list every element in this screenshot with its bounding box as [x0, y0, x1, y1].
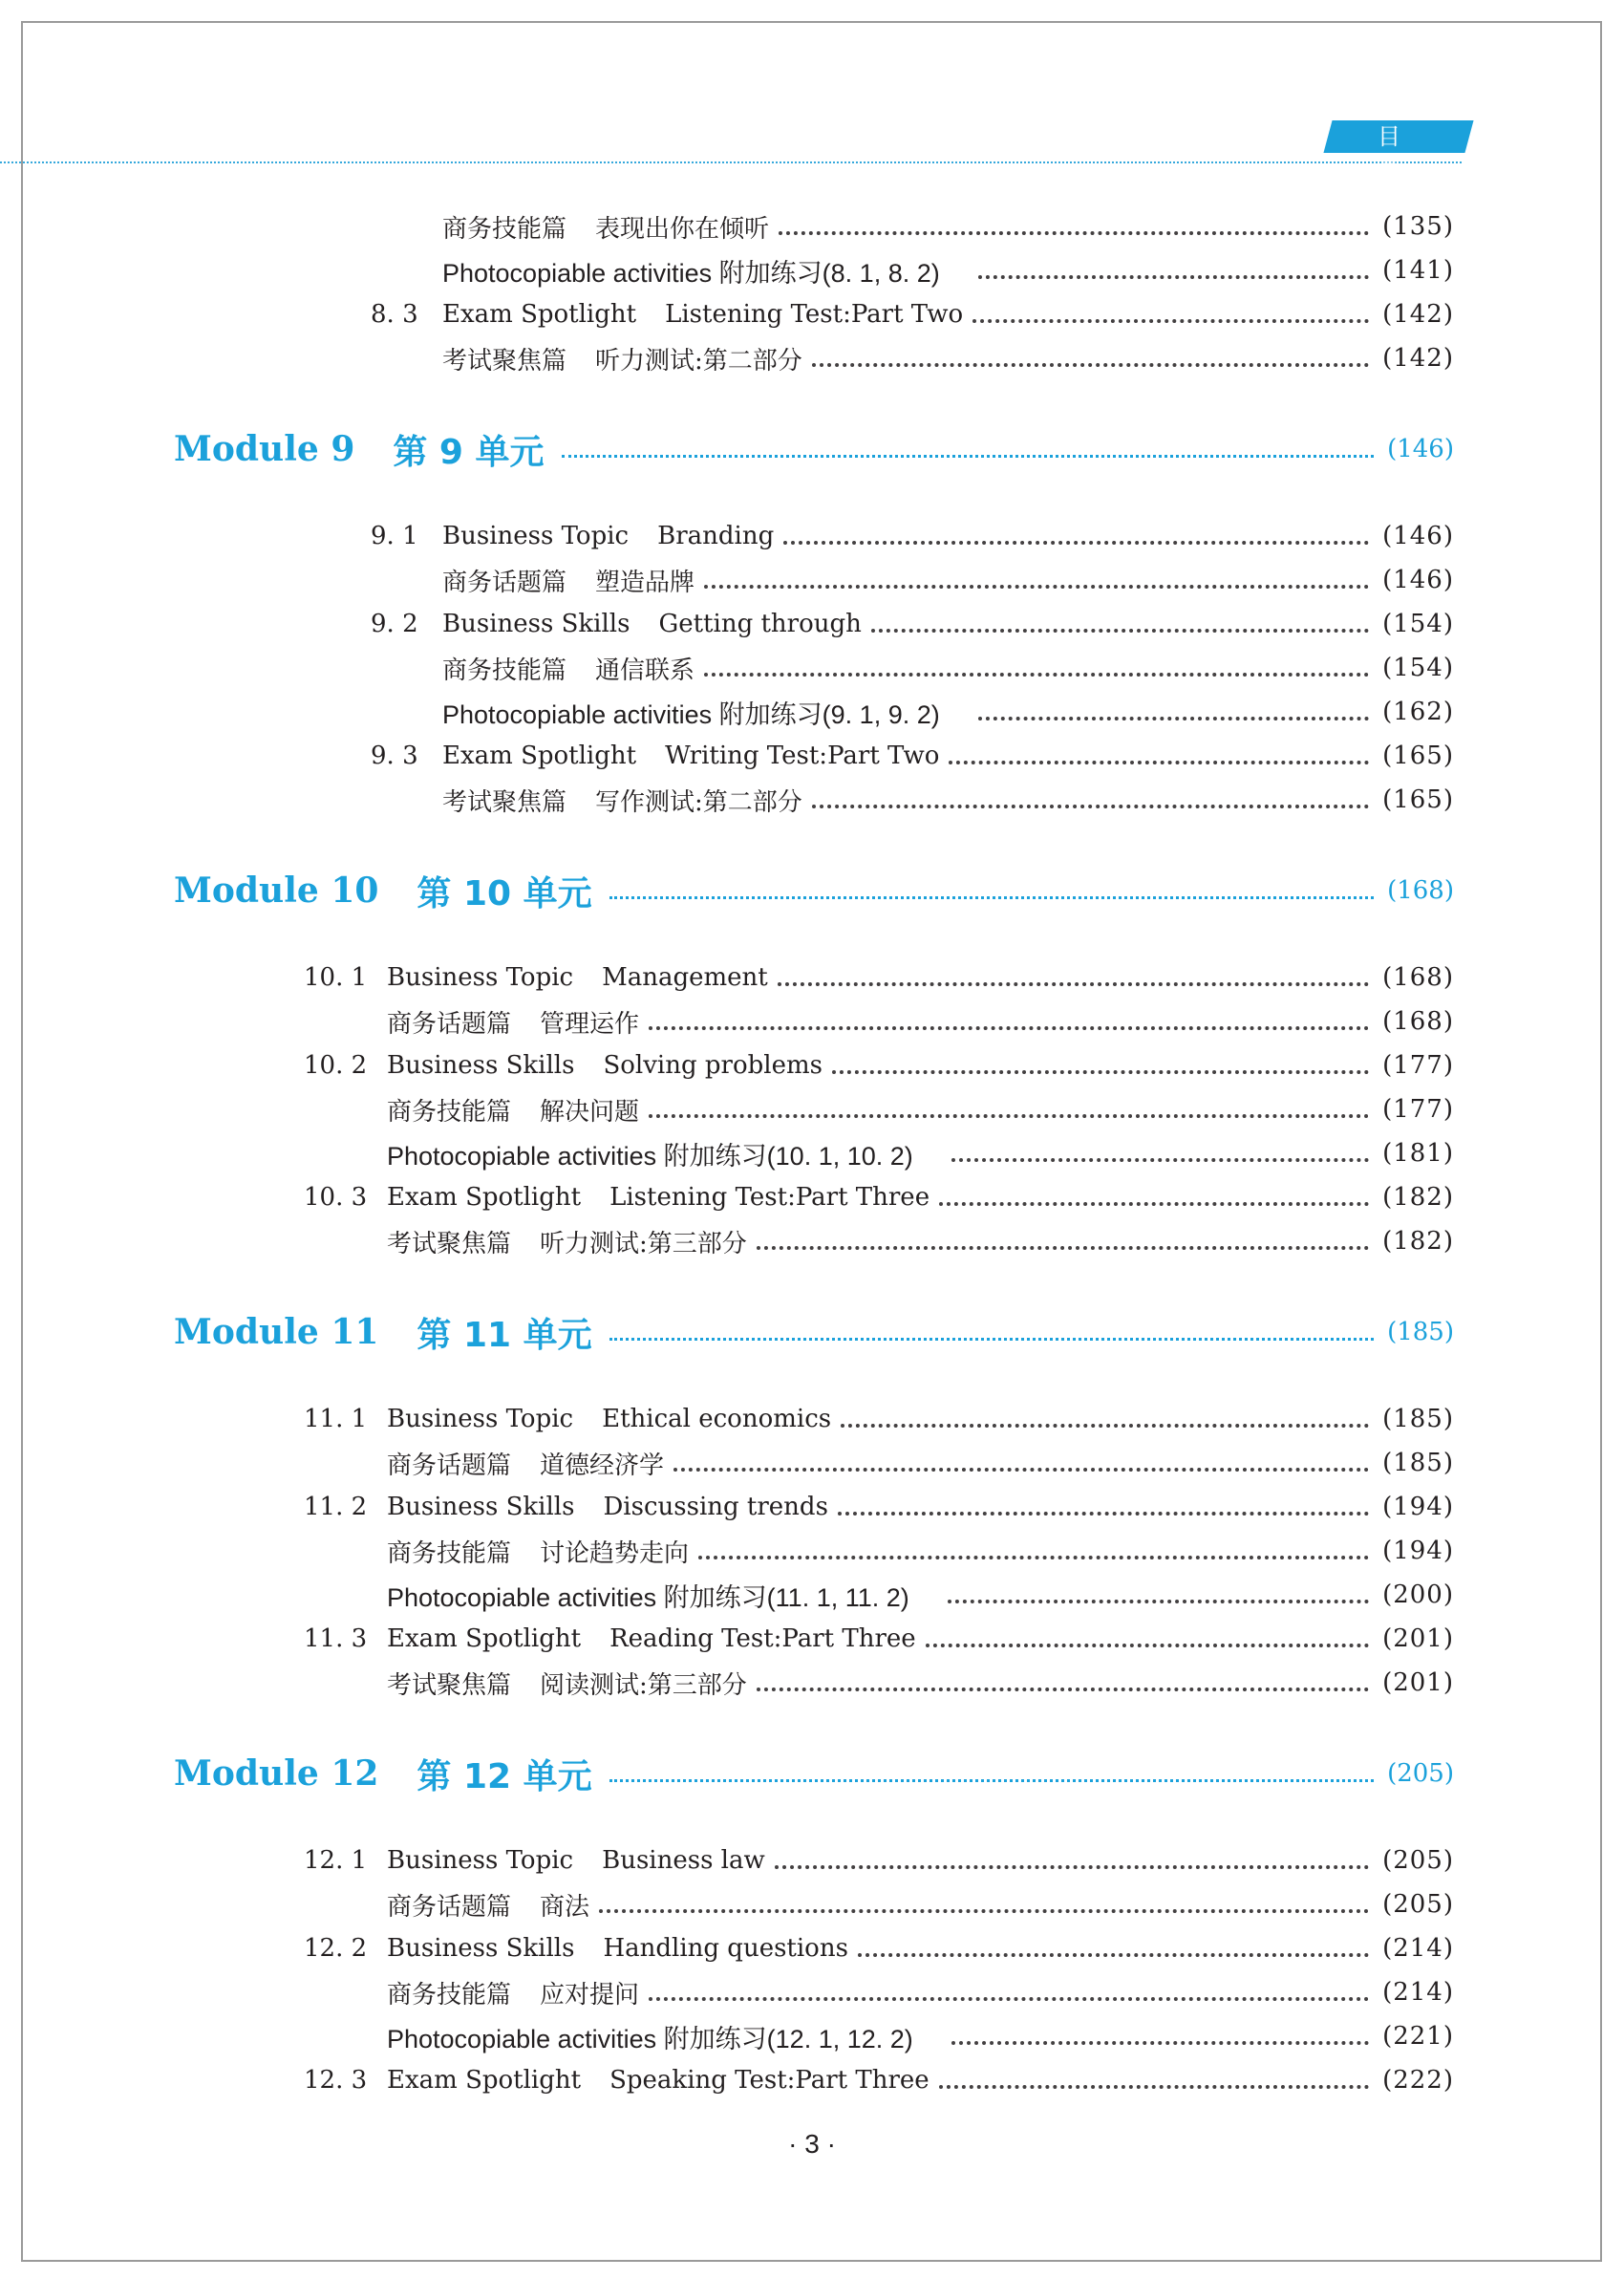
entry-title: [387, 963, 768, 992]
entry-subject: Handling questions: [603, 1934, 848, 1963]
module-page-number: (146): [1387, 435, 1454, 463]
entry-subject: 听力测试:第三部分: [540, 1229, 747, 1258]
entry-page-number: (165): [1382, 785, 1454, 814]
entry-category: 商务技能篇: [442, 214, 567, 244]
entry-category: Photocopiable activities 附加练习(12. 1, 12. 2): [387, 2024, 913, 2053]
entry-category: 商务话题篇: [387, 1892, 512, 1922]
entry-category: 考试聚焦篇: [387, 1670, 512, 1700]
entry-subject: 写作测试:第二部分: [595, 787, 802, 817]
entry-title: [387, 1666, 747, 1701]
dot-leader: [609, 896, 1374, 899]
entry-title: [387, 1887, 589, 1923]
entry-category: 商务话题篇: [387, 1009, 512, 1039]
entry-title: [442, 783, 802, 818]
entry-title: [387, 1534, 689, 1569]
entry-subject: Getting through: [658, 610, 862, 638]
toc-entry[interactable]: [371, 734, 1454, 778]
entry-title: [387, 1577, 938, 1614]
toc-entry[interactable]: [371, 292, 1454, 336]
entry-title: [387, 1975, 639, 2010]
entry-category: Exam Spotlight: [387, 2066, 582, 2095]
entry-subject: 讨论趋势走向: [540, 1538, 690, 1568]
header-dotted-rule: [0, 161, 1462, 163]
entry-title: [442, 252, 969, 290]
toc-entry[interactable]: [304, 1219, 1454, 1263]
entry-category: Business Topic: [442, 522, 630, 550]
entry-subject: Discussing trends: [603, 1493, 828, 1521]
entry-page-number: (194): [1382, 1493, 1454, 1521]
toc-entry[interactable]: [371, 248, 1454, 292]
entry-title: [387, 1004, 639, 1040]
entry-category: Photocopiable activities 附加练习(10. 1, 10. 2): [387, 1141, 913, 1171]
entry-page-number: (200): [1382, 1580, 1454, 1609]
entry-subject: 解决问题: [540, 1097, 640, 1127]
entry-page-number: (185): [1382, 1449, 1454, 1477]
dot-leader: [599, 1909, 1369, 1913]
module-page-number: (205): [1387, 1759, 1454, 1788]
toc-entry[interactable]: [304, 1087, 1454, 1131]
toc-entry[interactable]: [304, 1131, 1454, 1175]
entry-category: Exam Spotlight: [387, 1183, 582, 1212]
entry-subject: Ethical economics: [602, 1405, 832, 1433]
entry-subject: 塑造品牌: [595, 568, 695, 597]
section-number: 11. 2: [304, 1493, 368, 1521]
toc-entry[interactable]: [304, 1661, 1454, 1705]
entry-title: [387, 1183, 930, 1212]
entry-category: Business Skills: [387, 1934, 575, 1963]
entry-subject: Reading Test:Part Three: [609, 1624, 916, 1653]
module-title-cn: 第 11 单元: [417, 1315, 592, 1355]
entry-page-number: (146): [1382, 566, 1454, 594]
entry-title: [387, 2066, 930, 2095]
header-tag: 目 录: [1378, 123, 1425, 183]
entry-page-number: (177): [1382, 1051, 1454, 1080]
entry-page-number: (142): [1382, 344, 1454, 373]
entry-title: [387, 1051, 823, 1080]
dot-leader: [838, 1512, 1369, 1516]
entry-category: 商务技能篇: [387, 1097, 512, 1127]
entry-subject: 听力测试:第二部分: [595, 346, 802, 376]
toc-entry[interactable]: [371, 514, 1454, 558]
entry-category: Photocopiable activities 附加练习(11. 1, 11. 2): [387, 1582, 909, 1612]
entry-page-number: (221): [1382, 2022, 1454, 2051]
toc-entry[interactable]: [371, 778, 1454, 822]
entry-category: Business Topic: [387, 963, 574, 992]
toc-entry[interactable]: [304, 1529, 1454, 1573]
dot-leader: [704, 585, 1369, 589]
entry-page-number: (205): [1382, 1846, 1454, 1875]
entry-page-number: (177): [1382, 1095, 1454, 1124]
dot-leader: [673, 1468, 1369, 1472]
section-number: 9. 3: [371, 742, 418, 770]
entry-page-number: (154): [1382, 610, 1454, 638]
toc-entry[interactable]: [304, 1970, 1454, 2014]
entry-page-number: (205): [1382, 1890, 1454, 1919]
entry-page-number: (181): [1382, 1139, 1454, 1168]
module-title-en: Module 10: [174, 871, 379, 911]
entry-page-number: (214): [1382, 1934, 1454, 1963]
toc-entry[interactable]: [371, 690, 1454, 734]
toc-entry[interactable]: [304, 1441, 1454, 1485]
dot-leader: [832, 1070, 1369, 1074]
module-page-number: (185): [1387, 1318, 1454, 1346]
module-title-cn: 第 9 单元: [393, 432, 545, 472]
dot-leader: [949, 761, 1369, 764]
entry-category: Exam Spotlight: [442, 300, 637, 329]
toc-entry[interactable]: [304, 1573, 1454, 1617]
section-number: 10. 3: [304, 1183, 368, 1212]
entry-category: Business Topic: [387, 1405, 574, 1433]
entry-category: Business Skills: [442, 610, 630, 638]
entry-page-number: (142): [1382, 300, 1454, 329]
entry-page-number: (168): [1382, 1007, 1454, 1036]
dot-leader: [812, 805, 1369, 808]
dot-leader: [978, 275, 1369, 279]
dot-leader: [951, 2041, 1369, 2045]
module-heading[interactable]: [174, 424, 1454, 474]
entry-category: Exam Spotlight: [442, 742, 637, 770]
section-number: 10. 1: [304, 963, 368, 992]
section-number: 10. 2: [304, 1051, 368, 1080]
entry-category: 商务技能篇: [387, 1980, 512, 2010]
module-heading[interactable]: [174, 866, 1454, 915]
dot-leader: [783, 541, 1369, 545]
entry-category: 商务话题篇: [442, 568, 567, 597]
dot-leader: [778, 982, 1369, 986]
entry-page-number: (201): [1382, 1668, 1454, 1697]
toc-entry[interactable]: [304, 1926, 1454, 1970]
dot-leader: [858, 1953, 1369, 1957]
entry-title: [387, 1446, 664, 1481]
entry-subject: 管理运作: [540, 1009, 640, 1039]
dot-leader: [841, 1424, 1369, 1428]
entry-title: [442, 341, 802, 376]
dot-leader: [757, 1246, 1369, 1250]
toc-entry[interactable]: [304, 956, 1454, 1000]
dot-leader: [951, 1158, 1369, 1162]
dot-leader: [871, 629, 1369, 633]
entry-page-number: (141): [1382, 256, 1454, 285]
dot-leader: [698, 1556, 1369, 1559]
entry-title: [387, 1135, 942, 1172]
entry-subject: 应对提问: [540, 1980, 640, 2010]
entry-page-number: (182): [1382, 1227, 1454, 1256]
entry-category: 考试聚焦篇: [442, 787, 567, 817]
entry-title: [442, 209, 769, 245]
toc-entry[interactable]: [371, 602, 1454, 646]
module-title-cn: 第 12 单元: [417, 1756, 592, 1796]
module-title-en: Module 11: [174, 1312, 379, 1352]
entry-page-number: (165): [1382, 742, 1454, 770]
entry-title: [387, 1224, 747, 1259]
entry-title: [442, 563, 694, 598]
toc-entry[interactable]: [304, 1882, 1454, 1926]
entry-category: 商务技能篇: [387, 1538, 512, 1568]
entry-title: [387, 1092, 639, 1128]
dot-leader: [609, 1338, 1374, 1341]
entry-page-number: (168): [1382, 963, 1454, 992]
dot-leader: [649, 1026, 1369, 1030]
entry-subject: Branding: [657, 522, 775, 550]
entry-category: 考试聚焦篇: [442, 346, 567, 376]
entry-category: Photocopiable activities 附加练习(8. 1, 8. 2): [442, 258, 940, 288]
entry-category: 商务话题篇: [387, 1451, 512, 1480]
entry-category: 考试聚焦篇: [387, 1229, 512, 1258]
section-number: 9. 2: [371, 610, 418, 638]
entry-page-number: (162): [1382, 698, 1454, 726]
entry-page-number: (146): [1382, 522, 1454, 550]
entry-category: Photocopiable activities 附加练习(9. 1, 9. 2): [442, 699, 940, 729]
module-title-cn: 第 10 单元: [417, 873, 592, 914]
entry-category: 商务技能篇: [442, 656, 567, 685]
toc-entry[interactable]: [371, 204, 1454, 248]
dot-leader: [939, 2085, 1369, 2089]
entry-title: [387, 1846, 765, 1875]
entry-subject: 阅读测试:第三部分: [540, 1670, 747, 1700]
entry-subject: Management: [602, 963, 768, 992]
entry-title: [442, 651, 694, 686]
dot-leader: [812, 363, 1369, 367]
section-number: 9. 1: [371, 522, 418, 550]
dot-leader: [779, 231, 1369, 235]
entry-category: Business Skills: [387, 1493, 575, 1521]
entry-category: Exam Spotlight: [387, 1624, 582, 1653]
entry-subject: 表现出你在倾听: [595, 214, 770, 244]
entry-title: [442, 522, 774, 550]
module-title-en: Module 9: [174, 429, 355, 469]
section-number: 11. 3: [304, 1624, 368, 1653]
module-page-number: (168): [1387, 876, 1454, 905]
dot-leader: [609, 1779, 1374, 1782]
section-number: 12. 1: [304, 1846, 368, 1875]
toc-entry[interactable]: [304, 1617, 1454, 1661]
entry-page-number: (154): [1382, 654, 1454, 682]
entry-page-number: (194): [1382, 1537, 1454, 1565]
entry-subject: Solving problems: [603, 1051, 823, 1080]
entry-page-number: (222): [1382, 2066, 1454, 2095]
entry-page-number: (214): [1382, 1978, 1454, 2007]
entry-subject: Listening Test:Part Three: [609, 1183, 930, 1212]
dot-leader: [562, 455, 1375, 458]
section-number: 12. 2: [304, 1934, 368, 1963]
dot-leader: [978, 717, 1369, 720]
toc-entry[interactable]: [371, 336, 1454, 380]
entry-title: [442, 742, 939, 770]
toc-entry[interactable]: [304, 1175, 1454, 1219]
entry-title: [387, 1934, 848, 1963]
toc-entry[interactable]: [304, 1838, 1454, 1882]
entry-page-number: (182): [1382, 1183, 1454, 1212]
entry-title: [442, 300, 963, 329]
page-number: · 3 ·: [788, 2129, 836, 2159]
toc-entry[interactable]: [304, 1397, 1454, 1441]
entry-page-number: (201): [1382, 1624, 1454, 1653]
section-number: 8. 3: [371, 300, 418, 329]
dot-leader: [948, 1600, 1369, 1603]
entry-subject: Speaking Test:Part Three: [609, 2066, 930, 2095]
entry-subject: 通信联系: [595, 656, 695, 685]
module-heading[interactable]: [174, 1749, 1454, 1798]
entry-title: [442, 694, 969, 731]
toc-entry[interactable]: [304, 1000, 1454, 1043]
dot-leader: [972, 319, 1369, 323]
toc-entry[interactable]: [371, 558, 1454, 602]
entry-page-number: (185): [1382, 1405, 1454, 1433]
entry-subject: Business law: [602, 1846, 765, 1875]
entry-title: [387, 1405, 831, 1433]
entry-subject: Writing Test:Part Two: [665, 742, 940, 770]
entry-subject: 道德经济学: [540, 1451, 665, 1480]
entry-subject: 商法: [540, 1892, 590, 1922]
module-heading[interactable]: [174, 1307, 1454, 1357]
dot-leader: [649, 1114, 1369, 1118]
entry-category: Business Topic: [387, 1846, 574, 1875]
dot-leader: [775, 1865, 1369, 1869]
toc-entry[interactable]: [371, 646, 1454, 690]
dot-leader: [649, 1997, 1369, 2001]
entry-page-number: (135): [1382, 212, 1454, 241]
toc-entry[interactable]: [304, 1043, 1454, 1087]
toc-entry[interactable]: [304, 2058, 1454, 2102]
dot-leader: [939, 1202, 1369, 1206]
dot-leader: [757, 1688, 1369, 1691]
dot-leader: [704, 673, 1369, 677]
toc-entry[interactable]: [304, 2014, 1454, 2058]
entry-title: [387, 1493, 828, 1521]
dot-leader: [926, 1644, 1369, 1647]
entry-title: [387, 2018, 942, 2055]
module-title-en: Module 12: [174, 1753, 379, 1794]
entry-category: Business Skills: [387, 1051, 575, 1080]
entry-title: [387, 1624, 916, 1653]
entry-title: [442, 610, 862, 638]
entry-subject: Listening Test:Part Two: [665, 300, 964, 329]
section-number: 11. 1: [304, 1405, 368, 1433]
toc-entry[interactable]: [304, 1485, 1454, 1529]
section-number: 12. 3: [304, 2066, 368, 2095]
